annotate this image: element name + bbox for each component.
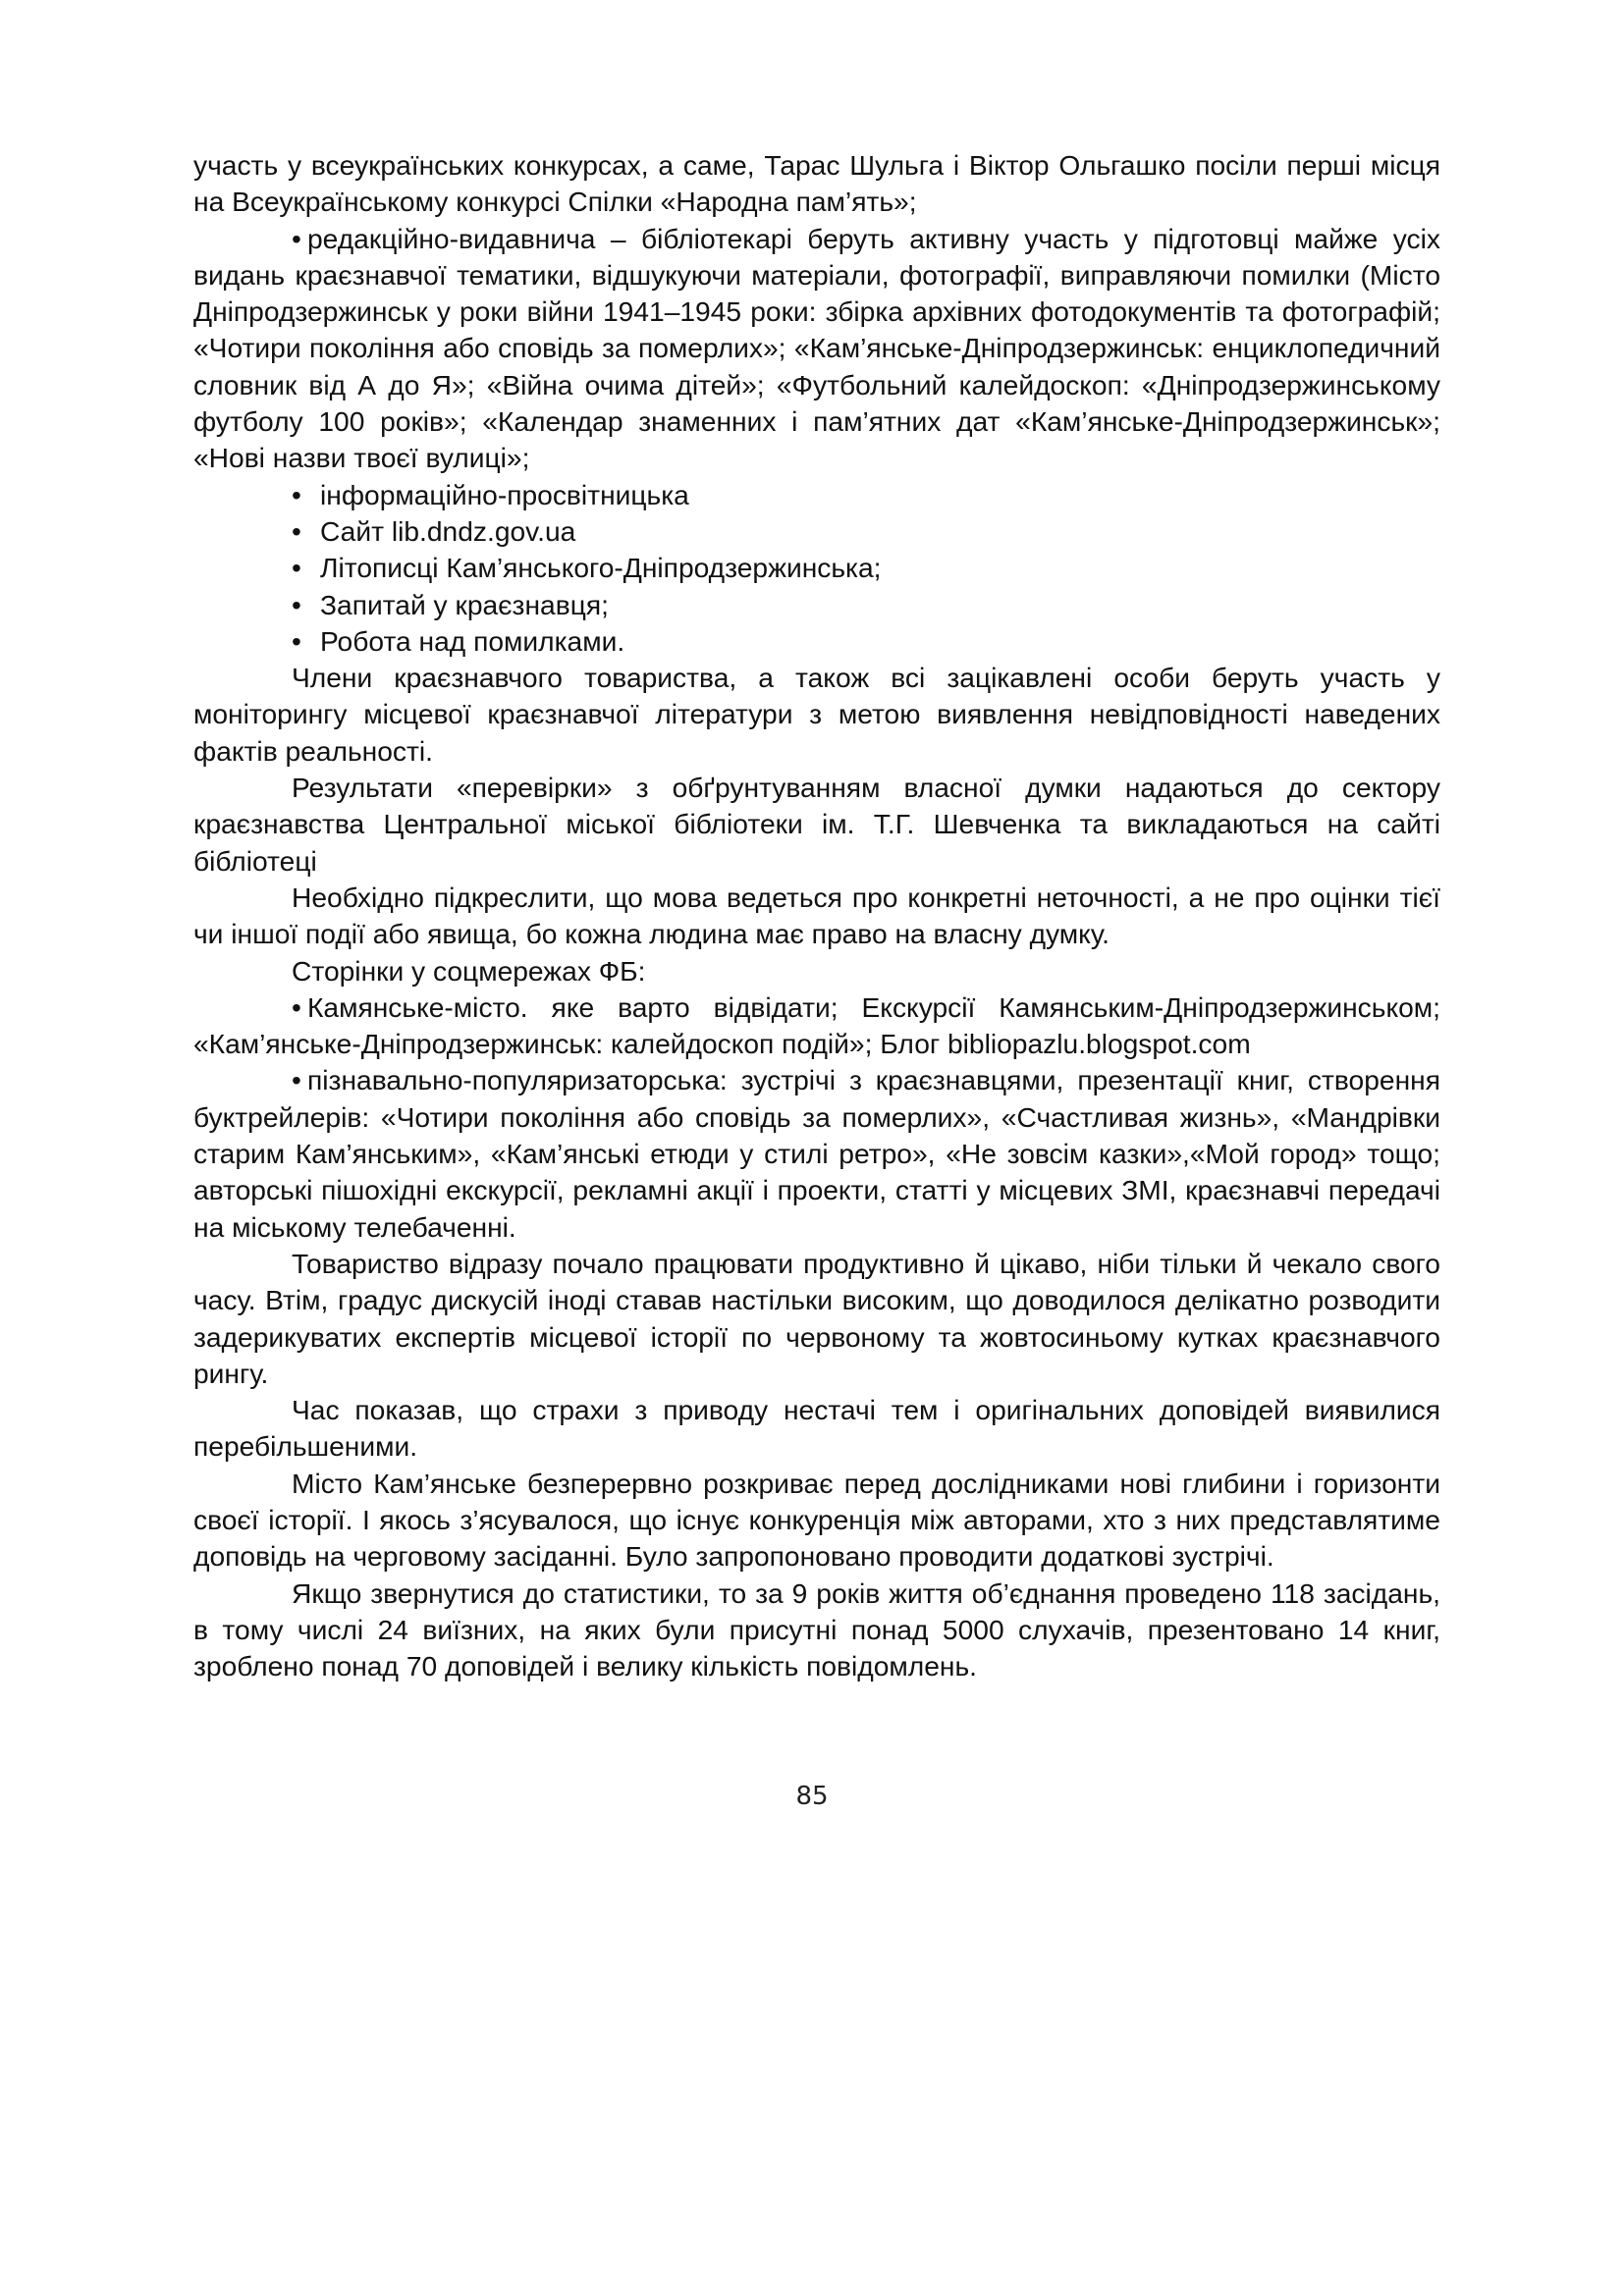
- bullet-social-text: Камянське-місто. яке варто відвідати; Екскурсії Камянським-Дніпродзержинськом; «Кам’янське-Дніпродзержинськ: калейдоскоп подій»; Блог bibliopazlu.blogspot.com: [193, 990, 1440, 1060]
- paragraph-city: Місто Кам’янське безперервно розкриває перед дослідниками нові глибини і горизонти своєї історії. І якось з’ясувалося, що існує конкуренція між авторами, хто з них представлятиме доповідь на черговому засіданні. Було запропоновано проводити додаткові зустрічі.: [193, 1467, 1440, 1573]
- bullet-glyph: •: [292, 222, 301, 254]
- bullet-social-pages: [193, 989, 1440, 1063]
- paragraph-monitoring: Члени краєзнавчого товариства, а також всі зацікавлені особи беруть участь у моніторингу місцевої краєзнавчої літератури з метою виявлення невідповідності наведених фактів реальності.: [193, 662, 1440, 767]
- bullet-popularization-text: пізнавально-популяризаторська: зустрічі з краєзнавцями, презентації книг, створення буктрейлерів: «Чотири покоління або сповідь за померлих», «Счастливая жизнь», «Мандрівки старим Кам’янським», «Кам’янські етюди у стилі ретро», «Не зовсім казки»,«Мой город» тощо; авторські пішохідні екскурсії, рекламні акції і проекти, статті у місцевих ЗМІ, краєзнавчі передачі на міському телебаченні.: [193, 1064, 1440, 1243]
- bullet-editorial: [193, 221, 1440, 477]
- list-item: • Запитай у краєзнавця;: [193, 587, 1440, 623]
- bullet-glyph: •: [292, 1064, 301, 1096]
- paragraph-statistics: Якщо звернутися до статистики, то за 9 років життя об’єднання проведено 118 засідань, в тому числі 24 виїзних, на яких були присутні понад 5000 слухачів, презентовано 14 книг, зроблено понад 70 доповідей і велику кількість повідомлень.: [193, 1576, 1440, 1682]
- paragraph-time: Час показав, що страхи з приводу нестачі тем і оригінальних доповідей виявилися перебільшеними.: [193, 1394, 1440, 1463]
- bullet-popularization: [193, 1062, 1440, 1245]
- list-item: • інформаційно-просвітницька: [193, 477, 1440, 513]
- paragraph-note: Необхідно підкреслити, що мова ведеться про конкретні неточності, а не про оцінки тієї чи іншої події або явища, бо кожна людина має право на власну думку.: [193, 881, 1440, 950]
- paragraph-contests: участь у всеукраїнських конкурсах, а саме, Тарас Шульга і Віктор Ольгашко посіли перші місця на Всеукраїнському конкурсі Спілки «Народна пам’ять»;: [193, 149, 1440, 218]
- bullet-glyph: •: [292, 990, 301, 1023]
- paragraph-society: Товариство відразу почало працювати продуктивно й цікаво, ніби тільки й чекало свого часу. Втім, градус дискусій іноді ставав настільки високим, що доводилося делікатно розводити задерикуватих експертів місцевої історії по червоному та жовтосиньому кутках краєзнавчого рингу.: [193, 1247, 1440, 1389]
- list-item: • Робота над помилками.: [193, 623, 1440, 660]
- activity-list: [193, 477, 1440, 660]
- list-item: • Літописці Кам’янського-Дніпродзержинська;: [193, 550, 1440, 586]
- page-number: 85: [795, 1782, 829, 1811]
- list-item: • Сайт lib.dndz.gov.ua: [193, 513, 1440, 550]
- paragraph-social-heading: Сторінки у соцмережах ФБ:: [292, 954, 646, 987]
- bullet-editorial-text: редакційно-видавнича – бібліотекарі беруть активну участь у підготовці майже усіх видань краєзнавчої тематики, відшукуючи матеріали, фотографії, виправляючи помилки (Місто Дніпродзержинськ у роки війни 1941–1945 роки: збірка архівних фотодокументів та фотографій; «Чотири покоління або сповідь за померлих»; «Кам’янське-Дніпродзержинськ: енциклопедичний словник від А до Я»; «Війна очима дітей»; «Футбольний калейдоскоп: «Дніпродзержинському футболу 100 років»; «Календар знаменних і пам’ятних дат «Кам’янське-Дніпродзержинськ»; «Нові назви твоєї вулиці»;: [193, 222, 1440, 474]
- paragraph-results: Результати «перевірки» з обґрунтуванням власної думки надаються до сектору краєзнавства Центральної міської бібліотеки ім. Т.Г. Шевченка та викладаються на сайті бібліотеці: [193, 772, 1440, 877]
- document-body: [193, 147, 1440, 1684]
